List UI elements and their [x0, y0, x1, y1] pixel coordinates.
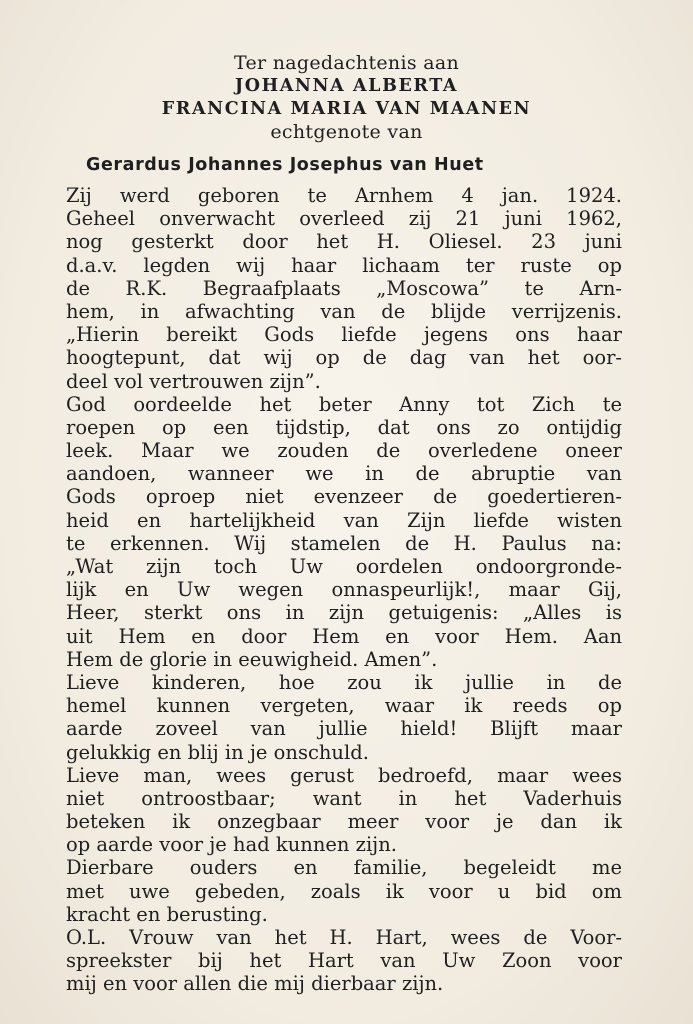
text-line: roepen op een tijdstip, dat ons zo ontijdig: [66, 415, 622, 439]
text-line: Lieve kinderen, hoe zou ik jullie in de: [66, 670, 622, 694]
text-line: leek. Maar we zouden de overledene oneer: [66, 439, 622, 463]
text-line: lijk en Uw wegen onnaspeurlijk!, maar Gij,: [66, 578, 622, 602]
text-line: heid en hartelijkheid van Zijn liefde wisten: [66, 508, 622, 532]
text-line: Gods oproep niet evenzeer de goedertieren-: [66, 485, 622, 509]
text-line: mij en voor allen die mij dierbaar zijn.: [66, 972, 444, 996]
text-line: Heer, sterkt ons in zijn getuigenis: „Alles is: [66, 601, 622, 625]
spouse-intro-text: echtgenote van: [270, 121, 423, 143]
text-line: hem, in afwachting van de blijde verrijzenis.: [66, 299, 622, 323]
memorial-text: [66, 184, 622, 996]
text-line: gelukkig en blij in je onschuld.: [66, 740, 369, 764]
intro-text: Ter nagedachtenis aan: [233, 52, 460, 74]
text-line: met uwe gebeden, zoals ik voor u bid om: [66, 879, 622, 903]
text-line: op aarde voor je had kunnen zijn.: [66, 833, 397, 857]
text-line: Geheel onverwacht overleed zij 21 juni 1962,: [66, 207, 622, 231]
text-line: hemel kunnen vergeten, waar ik reeds op: [66, 694, 622, 718]
text-line: uit Hem en door Hem en voor Hem. Aan: [66, 624, 622, 648]
text-line: Hem de glorie in eeuwigheid. Amen”.: [66, 647, 438, 671]
text-line: God oordeelde het beter Anny tot Zich te: [66, 392, 622, 416]
text-line: te erkennen. Wij stamelen de H. Paulus na:: [66, 531, 622, 555]
deceased-name-line-2: FRANCINA MARIA VAN MAANEN: [161, 99, 532, 119]
text-line: beteken ik onzegbaar meer voor je dan ik: [66, 810, 622, 834]
text-line: Zij werd geboren te Arnhem 4 jan. 1924.: [66, 184, 622, 207]
text-line: kracht en berusting.: [66, 902, 268, 926]
text-line: O.L. Vrouw van het H. Hart, wees de Voor-: [66, 926, 622, 949]
text-line: „Hierin bereikt Gods liefde jegens ons haar: [66, 323, 622, 347]
text-line: de R.K. Begraafplaats „Moscowa” te Arn-: [66, 276, 622, 300]
text-line: d.a.v. legden wij haar lichaam ter ruste op: [66, 253, 622, 277]
deceased-name-line-1: JOHANNA ALBERTA: [234, 76, 459, 96]
text-line: „Wat zijn toch Uw oordelen ondoorgronde-: [66, 555, 622, 578]
text-line: aandoen, wanneer we in de abruptie van: [66, 462, 622, 486]
spouse-name: Gerardus Johannes Josephus van Huet: [86, 155, 484, 175]
text-line: nog gesterkt door het H. Oliesel. 23 juni: [66, 230, 622, 254]
card-header: [0, 52, 693, 144]
text-line: niet ontroostbaar; want in het Vaderhuis: [66, 786, 622, 810]
text-line: deel vol vertrouwen zijn”.: [66, 369, 321, 393]
text-line: Dierbare ouders en familie, begeleidt me: [66, 856, 622, 880]
text-line: Lieve man, wees gerust bedroefd, maar wees: [66, 763, 622, 787]
text-line: aarde zoveel van jullie hield! Blijft maar: [66, 717, 622, 741]
text-line: hoogtepunt, dat wij op de dag van het oor-: [66, 346, 622, 370]
text-line: spreekster bij het Hart van Uw Zoon voor: [66, 949, 622, 973]
